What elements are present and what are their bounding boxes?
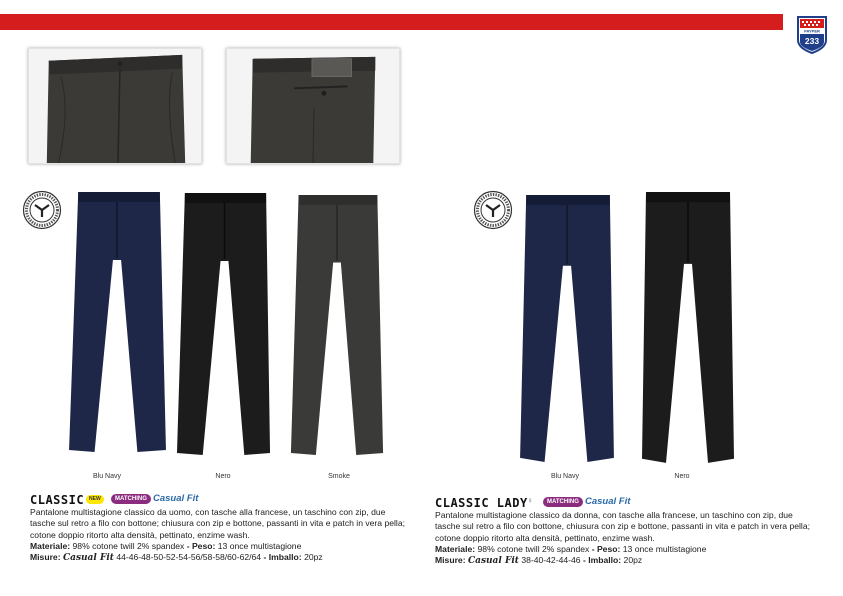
weight-label: - Peso: xyxy=(591,543,621,554)
sizes-value: 44-46-48-50-52-54-56/58-58/60-62/64 xyxy=(116,552,262,563)
header-red-bar xyxy=(0,14,783,30)
fit-label: Casual Fit xyxy=(585,496,631,507)
color-label-nero: Nero xyxy=(215,473,231,480)
packing-label: - Imballo: xyxy=(263,552,302,563)
description-text: Pantalone multistagione classico da uomo, con tasche alla francese, un taschino con zip, due tasche sul retro a filo con bottone; chiusura con zip e bottone, passanti in vita e patch in vera pella; cotone doppio ritorto alta densità, pettinato, enzime wash. xyxy=(30,507,406,540)
sizes-label: Misure: xyxy=(30,552,61,563)
color-label-blu-navy: Blu Navy xyxy=(92,473,121,480)
description-text: Pantalone multistagione classico da donna, con tasche alla francese, un taschino con zip, due tasche sul retro a filo con bottone, chiusura con zip e bottone, passanti in vita e patch in vera pella; cotone doppio ritorto alta densità, pettinato, enzime wash. xyxy=(435,510,811,543)
pants-nero-lady xyxy=(638,190,738,467)
product-description xyxy=(30,507,410,564)
material-value: 98% cotone twill 2% spandex xyxy=(72,540,185,551)
brand-logo xyxy=(795,14,829,54)
product-title-classic-lady: CLASSIC LADY xyxy=(435,496,528,510)
new-badge: NEW xyxy=(86,495,104,504)
weight-value: 13 once multistagione xyxy=(622,543,707,554)
product-description xyxy=(435,510,820,567)
material-label: Materiale: xyxy=(435,543,476,554)
packing-value: 20pz xyxy=(623,555,643,566)
color-label-nero: Nero xyxy=(674,473,690,480)
pants-blu-navy-men xyxy=(66,190,168,460)
color-label-blu-navy: Blu Navy xyxy=(550,473,579,480)
pants-nero-men xyxy=(175,191,274,461)
sizes-fit: Casual Fit xyxy=(62,553,114,564)
fit-label: Casual Fit xyxy=(153,493,199,504)
page-number: 233 xyxy=(804,36,820,46)
sizes-label: Misure: xyxy=(435,555,466,566)
weight-label: - Peso: xyxy=(186,540,216,551)
pants-blu-navy-lady xyxy=(516,193,618,466)
material-label: Materiale: xyxy=(30,540,71,551)
packing-label: - Imballo: xyxy=(582,555,622,566)
material-value: 98% cotone twill 2% spandex xyxy=(477,543,590,554)
brand-name: PAYPER xyxy=(804,28,820,34)
detail-photo-front xyxy=(28,48,202,164)
female-icon: ♀ xyxy=(527,496,533,505)
product-title-classic: CLASSIC xyxy=(30,493,85,507)
sizes-fit: Casual Fit xyxy=(467,556,519,567)
registered-model-seal-icon xyxy=(473,190,513,230)
matching-badge: MATCHING xyxy=(543,497,583,507)
color-label-smoke: Smoke xyxy=(328,473,350,480)
detail-photo-back xyxy=(226,48,400,164)
registered-model-seal-icon xyxy=(22,190,62,230)
sizes-value: 38-40-42-44-46 xyxy=(521,555,581,566)
packing-value: 20pz xyxy=(304,552,323,563)
weight-value: 13 once multistagione xyxy=(217,540,302,551)
matching-badge: MATCHING xyxy=(111,494,151,504)
pants-smoke-men xyxy=(289,193,385,461)
